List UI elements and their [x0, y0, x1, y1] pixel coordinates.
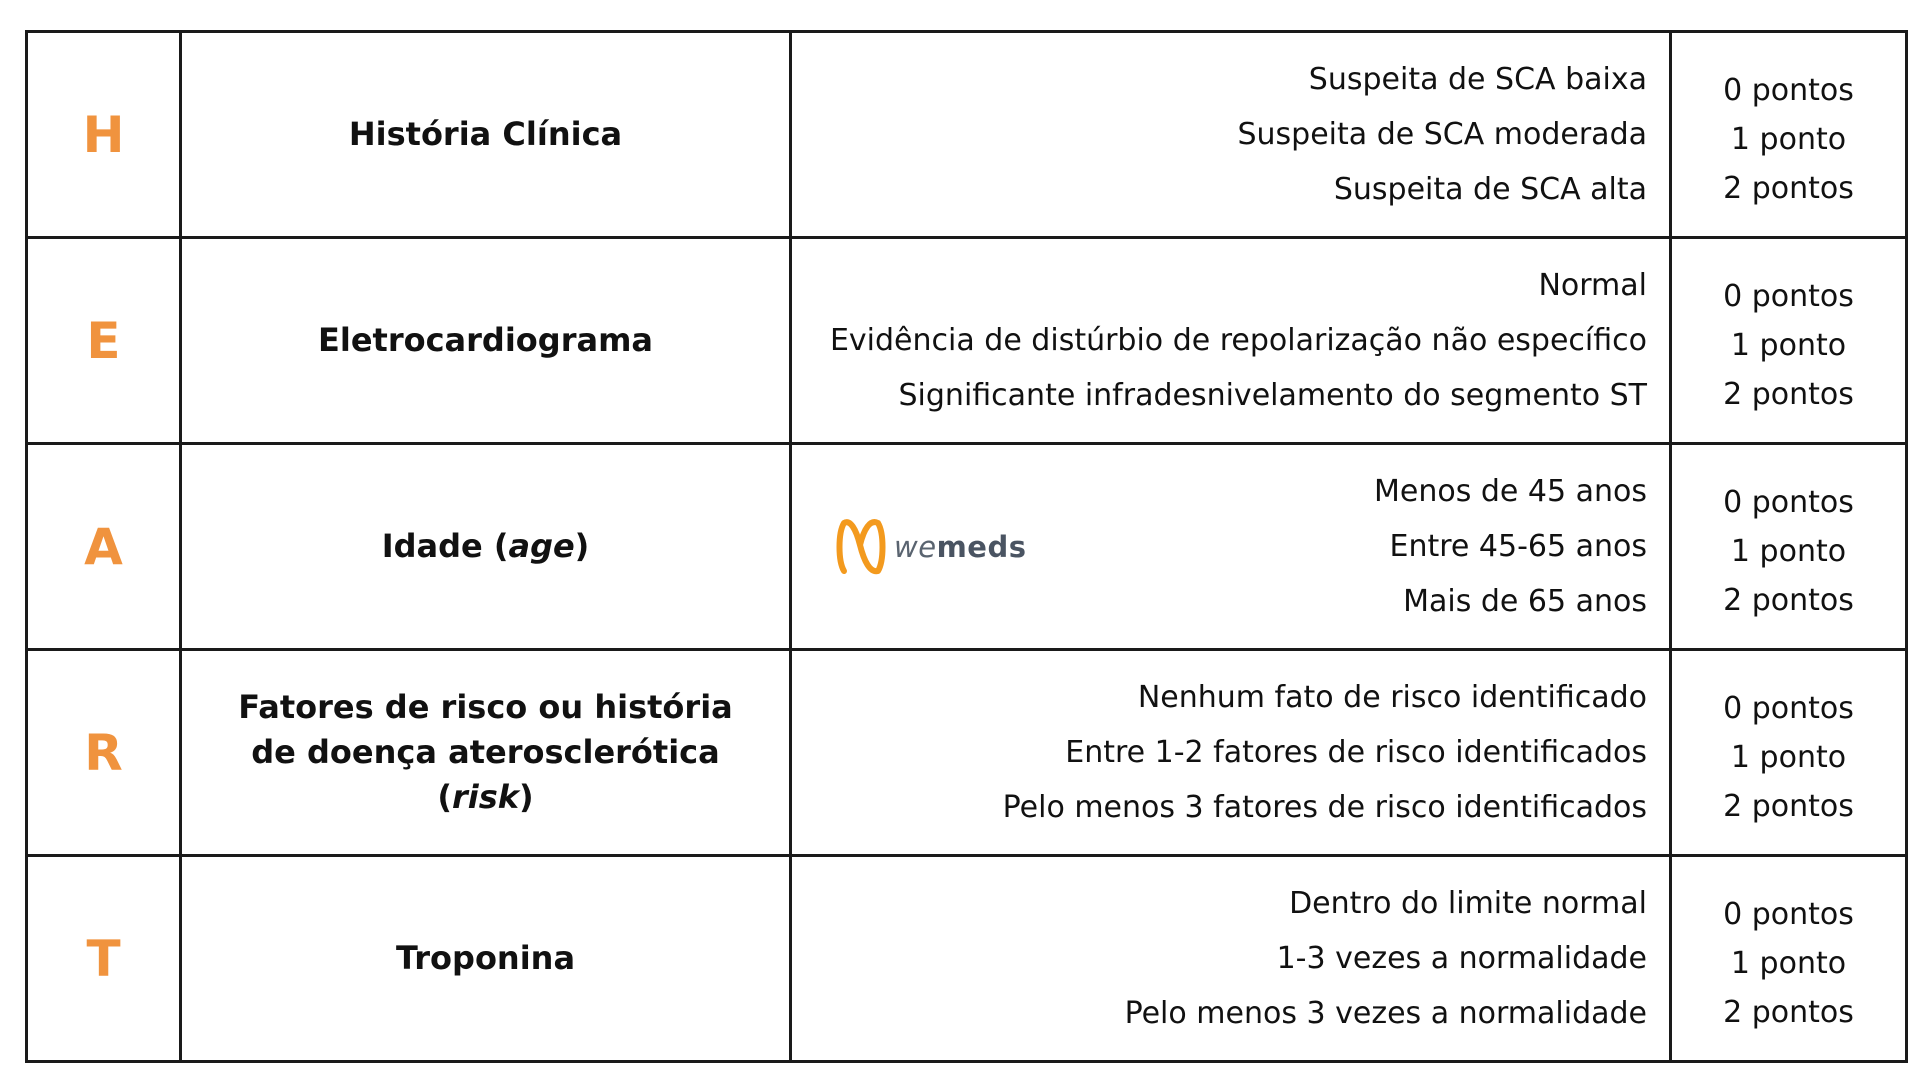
criteria-item: Menos de 45 anos [1373, 474, 1647, 509]
criteria-item: Pelo menos 3 vezes a normalidade [1124, 996, 1647, 1031]
criteria-list [792, 258, 1669, 423]
row-letter: H [27, 32, 181, 238]
points-item: 0 pontos [1723, 485, 1854, 520]
wemeds-logo-icon [836, 515, 886, 579]
row-letter: E [27, 238, 181, 444]
row-letter: T [27, 856, 181, 1062]
row-criteria-cell [791, 856, 1671, 1062]
table-row-t [27, 856, 1907, 1062]
wemeds-logo-text: wemeds [894, 529, 1027, 564]
criteria-item: Nenhum fato de risco identificado [1137, 680, 1647, 715]
criteria-list [792, 876, 1669, 1041]
row-letter: A [27, 444, 181, 650]
row-criterion-name: Eletrocardiograma [181, 238, 791, 444]
criteria-item: Mais de 65 anos [1403, 584, 1647, 619]
table-row-h [27, 32, 1907, 238]
criterion-name-close: ) [519, 778, 534, 816]
row-letter: R [27, 650, 181, 856]
table-row-r [27, 650, 1907, 856]
criterion-name-text: Idade ( [381, 527, 509, 565]
criteria-item: Evidência de distúrbio de repolarização não específico [829, 323, 1647, 358]
wemeds-logo [836, 515, 1026, 579]
criteria-item: Significante infradesnivelamento do segmento ST [898, 378, 1647, 413]
points-list [1672, 684, 1905, 831]
points-list [1672, 272, 1905, 419]
points-item: 1 ponto [1730, 122, 1847, 157]
criteria-item: Pelo menos 3 fatores de risco identificados [1002, 790, 1647, 825]
criteria-item: 1-3 vezes a normalidade [1276, 941, 1647, 976]
points-item: 2 pontos [1723, 583, 1854, 618]
points-item: 0 pontos [1723, 73, 1854, 108]
row-criteria-cell [791, 650, 1671, 856]
criterion-name-close: ) [574, 527, 590, 565]
heart-score-table [25, 30, 1908, 1063]
row-criteria-cell [791, 444, 1671, 650]
table-row-a [27, 444, 1907, 650]
criterion-name-text: Fatores de risco ou história de doença aterosclerótica ( [238, 688, 733, 816]
criteria-item: Normal [1538, 268, 1647, 303]
points-list [1672, 478, 1905, 625]
points-item: 0 pontos [1723, 279, 1854, 314]
row-criterion-name: História Clínica [181, 32, 791, 238]
points-item: 1 ponto [1730, 328, 1847, 363]
row-criterion-name [181, 650, 791, 856]
criteria-item: Entre 45-65 anos [1389, 529, 1647, 564]
row-criteria-cell [791, 32, 1671, 238]
points-item: 1 ponto [1730, 534, 1847, 569]
row-points-cell [1671, 856, 1907, 1062]
points-item: 2 pontos [1723, 171, 1854, 206]
criterion-name-emphasis: risk [451, 778, 520, 816]
criteria-item: Entre 1-2 fatores de risco identificados [1065, 735, 1647, 770]
criterion-name-emphasis: age [508, 527, 575, 565]
points-item: 2 pontos [1723, 377, 1854, 412]
points-list [1672, 66, 1905, 213]
points-list [1672, 890, 1905, 1037]
criteria-list [792, 52, 1669, 217]
table-row-e [27, 238, 1907, 444]
points-item: 1 ponto [1730, 740, 1847, 775]
row-criteria-cell [791, 238, 1671, 444]
row-points-cell [1671, 444, 1907, 650]
row-points-cell [1671, 238, 1907, 444]
criteria-item: Suspeita de SCA alta [1333, 172, 1647, 207]
criteria-item: Suspeita de SCA baixa [1308, 62, 1647, 97]
row-points-cell [1671, 32, 1907, 238]
points-item: 0 pontos [1723, 897, 1854, 932]
points-item: 1 ponto [1730, 946, 1847, 981]
points-item: 2 pontos [1723, 789, 1854, 824]
criteria-item: Suspeita de SCA moderada [1237, 117, 1647, 152]
row-criterion-name [181, 444, 791, 650]
criteria-item: Dentro do limite normal [1289, 886, 1647, 921]
row-criterion-name: Troponina [181, 856, 791, 1062]
row-points-cell [1671, 650, 1907, 856]
points-item: 0 pontos [1723, 691, 1854, 726]
criteria-list [792, 670, 1669, 835]
points-item: 2 pontos [1723, 995, 1854, 1030]
